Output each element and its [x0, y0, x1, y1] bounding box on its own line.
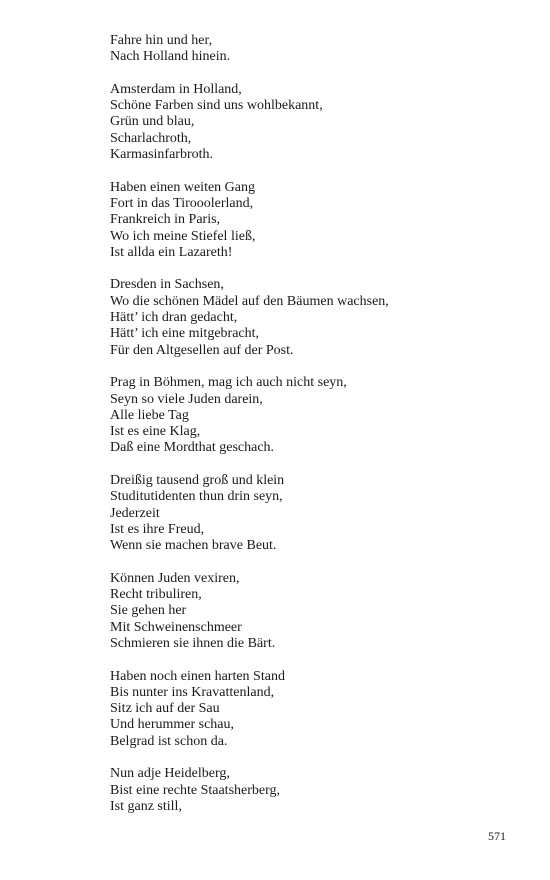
- verse-line: Grün und blau,: [110, 114, 195, 130]
- stanza: [110, 277, 530, 358]
- verse-line: Wo ich meine Stiefel ließ,: [110, 228, 256, 244]
- verse-line: Sitz ich auf der Sau: [110, 701, 220, 717]
- verse-line: Alle liebe Tag: [110, 407, 189, 423]
- stanza: [110, 180, 530, 261]
- verse-line: Haben einen weiten Gang: [110, 179, 255, 195]
- verse-line: Können Juden vexiren,: [110, 570, 240, 586]
- verse-line: Bist eine rechte Staatsherberg,: [110, 782, 281, 798]
- verse-line: Bis nunter ins Kravattenland,: [110, 684, 275, 700]
- verse-line: Recht tribuliren,: [110, 587, 202, 603]
- page-number: 571: [488, 829, 506, 843]
- stanza: [110, 33, 530, 66]
- verse-line: Hätt’ ich eine mitgebracht,: [110, 326, 260, 342]
- verse-line: Frankreich in Paris,: [110, 212, 221, 228]
- verse-line: Nun adje Heidelberg,: [110, 766, 230, 782]
- verse-line: Ist es eine Klag,: [110, 424, 201, 440]
- verse-line: Ist ganz still,: [110, 798, 182, 814]
- verse-line: Dreißig tausend groß und klein: [110, 473, 285, 489]
- verse-line: Haben noch einen harten Stand: [110, 668, 285, 684]
- poem-text: [110, 33, 530, 832]
- verse-line: Karmasinfarbroth.: [110, 147, 214, 163]
- stanza: [110, 375, 530, 456]
- stanza: [110, 82, 530, 163]
- verse-line: Jederzeit: [110, 505, 160, 521]
- verse-line: Seyn so viele Juden darein,: [110, 391, 263, 407]
- verse-line: Mit Schweinenschmeer: [110, 619, 242, 635]
- verse-line: Schöne Farben sind uns wohlbekannt,: [110, 98, 323, 114]
- verse-line: Für den Altgesellen auf der Post.: [110, 342, 294, 358]
- verse-line: Sie gehen her: [110, 603, 187, 619]
- verse-line: Und herummer schau,: [110, 717, 235, 733]
- stanza: [110, 571, 530, 652]
- stanza: [110, 473, 530, 554]
- verse-line: Fahre hin und her,: [110, 33, 213, 48]
- verse-line: Nach Holland hinein.: [110, 49, 231, 65]
- verse-line: Scharlachroth,: [110, 130, 192, 146]
- verse-line: Hätt’ ich dran gedacht,: [110, 310, 238, 326]
- verse-line: Ist allda ein Lazareth!: [110, 244, 233, 260]
- verse-line: Daß eine Mordthat geschach.: [110, 440, 275, 456]
- verse-line: Ist es ihre Freud,: [110, 521, 205, 537]
- verse-line: Wenn sie machen brave Beut.: [110, 538, 277, 554]
- verse-line: Amsterdam in Holland,: [110, 81, 242, 97]
- stanza: [110, 669, 530, 750]
- verse-line: Wo die schönen Mädel auf den Bäumen wachsen,: [110, 293, 389, 309]
- verse-line: Studitutidenten thun drin seyn,: [110, 489, 283, 505]
- verse-line: Schmieren sie ihnen die Bärt.: [110, 635, 276, 651]
- verse-line: Belgrad ist schon da.: [110, 733, 228, 749]
- verse-line: Fort in das Tirooolerland,: [110, 195, 254, 211]
- verse-line: Dresden in Sachsen,: [110, 277, 224, 293]
- stanza: [110, 766, 530, 815]
- verse-line: Prag in Böhmen, mag ich auch nicht seyn,: [110, 375, 347, 391]
